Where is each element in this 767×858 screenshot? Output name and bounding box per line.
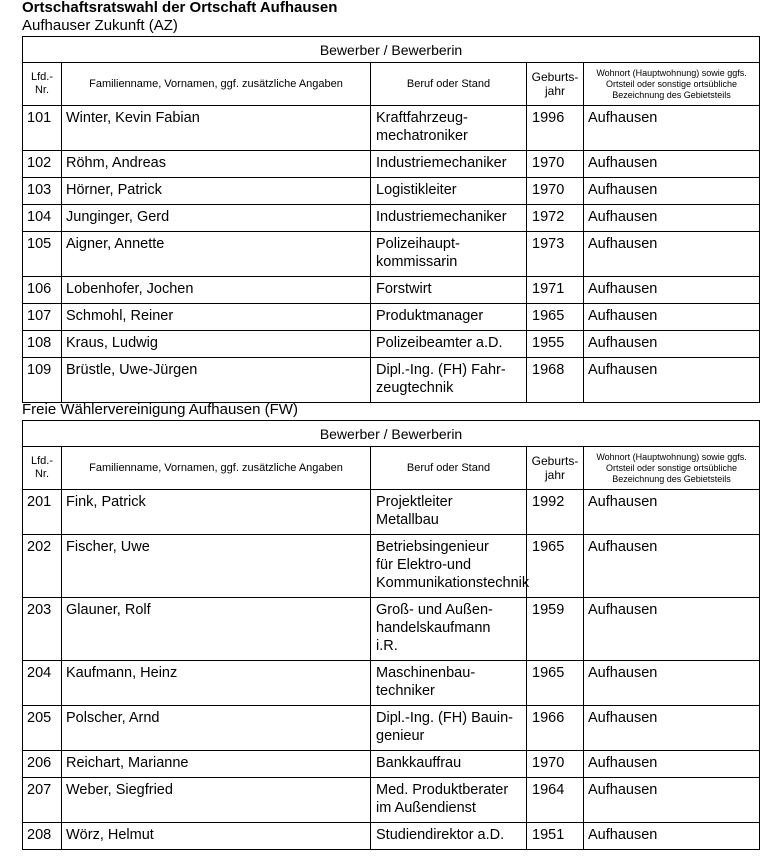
candidate-residence: Aufhausen (584, 151, 760, 178)
candidate-occupation: Polizeihaupt- kommissarin (371, 232, 527, 277)
candidate-number: 104 (23, 205, 62, 232)
candidate-table-fw (22, 420, 760, 850)
candidate-table-az (22, 36, 760, 403)
candidate-residence: Aufhausen (584, 490, 760, 535)
candidate-occupation: Groß- und Außen- handelskaufmann i.R. (371, 598, 527, 661)
candidate-birth-year: 1996 (527, 106, 584, 151)
candidate-residence: Aufhausen (584, 706, 760, 751)
col-header-name: Familienname, Vornamen, ggf. zusätzliche Angaben (62, 63, 371, 106)
candidate-name: Fink, Patrick (62, 490, 371, 535)
candidate-row (23, 151, 760, 178)
candidate-residence: Aufhausen (584, 751, 760, 778)
candidate-residence: Aufhausen (584, 535, 760, 598)
candidate-birth-year: 1971 (527, 277, 584, 304)
candidate-number: 103 (23, 178, 62, 205)
candidate-birth-year: 1966 (527, 706, 584, 751)
candidate-name: Junginger, Gerd (62, 205, 371, 232)
candidate-row (23, 358, 760, 403)
candidate-residence: Aufhausen (584, 661, 760, 706)
col-header-nr: Lfd.- Nr. (23, 447, 62, 490)
candidate-number: 208 (23, 823, 62, 850)
candidate-birth-year: 1955 (527, 331, 584, 358)
candidate-name: Lobenhofer, Jochen (62, 277, 371, 304)
candidate-occupation: Logistikleiter (371, 178, 527, 205)
candidate-number: 207 (23, 778, 62, 823)
candidate-name: Winter, Kevin Fabian (62, 106, 371, 151)
candidate-row (23, 178, 760, 205)
candidate-occupation: Bankkauffrau (371, 751, 527, 778)
candidate-occupation: Industriemechaniker (371, 151, 527, 178)
candidate-birth-year: 1973 (527, 232, 584, 277)
candidate-row (23, 535, 760, 598)
candidate-birth-year: 1992 (527, 490, 584, 535)
candidate-birth-year: 1965 (527, 661, 584, 706)
candidate-row (23, 598, 760, 661)
candidate-row (23, 232, 760, 277)
candidate-number: 205 (23, 706, 62, 751)
candidate-number: 204 (23, 661, 62, 706)
col-header-jahr: Geburts- jahr (527, 63, 584, 106)
candidate-residence: Aufhausen (584, 232, 760, 277)
table-span-header: Bewerber / Bewerberin (23, 421, 760, 447)
candidate-occupation: Dipl.-Ing. (FH) Fahr- zeugtechnik (371, 358, 527, 403)
party-name-fw: Freie Wählervereinigung Aufhausen (FW) (22, 401, 298, 418)
candidate-number: 105 (23, 232, 62, 277)
candidate-name: Fischer, Uwe (62, 535, 371, 598)
candidate-birth-year: 1970 (527, 151, 584, 178)
document-title: Ortschaftsratswahl der Ortschaft Aufhausen (22, 0, 338, 16)
candidate-residence: Aufhausen (584, 778, 760, 823)
candidate-number: 102 (23, 151, 62, 178)
candidate-row (23, 331, 760, 358)
candidate-name: Röhm, Andreas (62, 151, 371, 178)
candidate-residence: Aufhausen (584, 304, 760, 331)
candidate-residence: Aufhausen (584, 823, 760, 850)
candidate-name: Kaufmann, Heinz (62, 661, 371, 706)
candidate-residence: Aufhausen (584, 358, 760, 403)
col-header-wohnort: Wohnort (Hauptwohnung) sowie ggfs. Ortsteil oder sonstige ortsübliche Bezeichnung des Gebietsteils (584, 63, 760, 106)
candidate-row (23, 304, 760, 331)
candidate-name: Hörner, Patrick (62, 178, 371, 205)
candidate-name: Reichart, Marianne (62, 751, 371, 778)
party-name-az: Aufhauser Zukunft (AZ) (22, 17, 178, 34)
candidate-birth-year: 1970 (527, 178, 584, 205)
candidate-birth-year: 1959 (527, 598, 584, 661)
candidate-name: Glauner, Rolf (62, 598, 371, 661)
col-header-jahr: Geburts- jahr (527, 447, 584, 490)
candidate-row (23, 490, 760, 535)
col-header-beruf: Beruf oder Stand (371, 447, 527, 490)
candidate-birth-year: 1965 (527, 535, 584, 598)
col-header-name: Familienname, Vornamen, ggf. zusätzliche Angaben (62, 447, 371, 490)
table-span-header: Bewerber / Bewerberin (23, 37, 760, 63)
candidate-birth-year: 1965 (527, 304, 584, 331)
candidate-name: Aigner, Annette (62, 232, 371, 277)
candidate-residence: Aufhausen (584, 331, 760, 358)
candidate-occupation: Produktmanager (371, 304, 527, 331)
candidate-birth-year: 1951 (527, 823, 584, 850)
candidate-number: 109 (23, 358, 62, 403)
candidate-row (23, 823, 760, 850)
candidate-occupation: Polizeibeamter a.D. (371, 331, 527, 358)
candidate-number: 107 (23, 304, 62, 331)
candidate-occupation: Projektleiter Metallbau (371, 490, 527, 535)
candidate-row (23, 661, 760, 706)
candidate-number: 206 (23, 751, 62, 778)
candidate-row (23, 706, 760, 751)
candidate-occupation: Betriebsingenieur für Elektro-und Kommunikationstechnik (371, 535, 527, 598)
candidate-occupation: Industriemechaniker (371, 205, 527, 232)
candidate-residence: Aufhausen (584, 205, 760, 232)
candidate-row (23, 277, 760, 304)
candidate-birth-year: 1964 (527, 778, 584, 823)
candidate-row (23, 205, 760, 232)
candidate-number: 202 (23, 535, 62, 598)
candidate-residence: Aufhausen (584, 106, 760, 151)
candidate-name: Schmohl, Reiner (62, 304, 371, 331)
candidate-number: 203 (23, 598, 62, 661)
candidate-occupation: Kraftfahrzeug- mechatroniker (371, 106, 527, 151)
candidate-name: Polscher, Arnd (62, 706, 371, 751)
candidate-row (23, 778, 760, 823)
candidate-occupation: Med. Produktberater im Außendienst (371, 778, 527, 823)
candidate-birth-year: 1968 (527, 358, 584, 403)
candidate-birth-year: 1970 (527, 751, 584, 778)
col-header-nr: Lfd.- Nr. (23, 63, 62, 106)
candidate-occupation: Forstwirt (371, 277, 527, 304)
candidate-occupation: Studiendirektor a.D. (371, 823, 527, 850)
candidate-number: 106 (23, 277, 62, 304)
col-header-beruf: Beruf oder Stand (371, 63, 527, 106)
candidate-occupation: Dipl.-Ing. (FH) Bauin- genieur (371, 706, 527, 751)
col-header-wohnort: Wohnort (Hauptwohnung) sowie ggfs. Ortsteil oder sonstige ortsübliche Bezeichnung des Gebietsteils (584, 447, 760, 490)
candidate-name: Wörz, Helmut (62, 823, 371, 850)
candidate-occupation: Maschinenbau- techniker (371, 661, 527, 706)
candidate-number: 201 (23, 490, 62, 535)
candidate-birth-year: 1972 (527, 205, 584, 232)
candidate-name: Weber, Siegfried (62, 778, 371, 823)
candidate-row (23, 751, 760, 778)
candidate-residence: Aufhausen (584, 178, 760, 205)
candidate-number: 101 (23, 106, 62, 151)
candidate-number: 108 (23, 331, 62, 358)
candidate-row (23, 106, 760, 151)
candidate-name: Brüstle, Uwe-Jürgen (62, 358, 371, 403)
candidate-residence: Aufhausen (584, 277, 760, 304)
candidate-residence: Aufhausen (584, 598, 760, 661)
candidate-name: Kraus, Ludwig (62, 331, 371, 358)
